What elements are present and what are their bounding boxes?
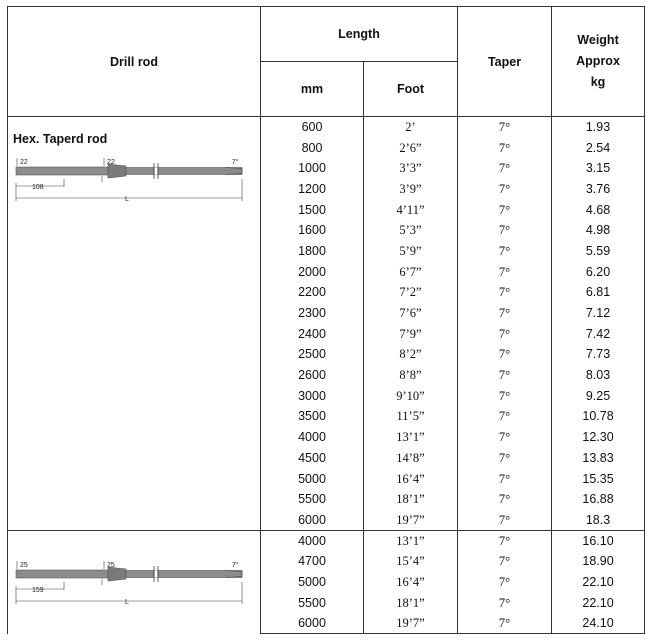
weight-cell: 15.35 [552, 468, 645, 489]
taper-header: Taper [458, 7, 552, 117]
weight-cell: 3.76 [552, 179, 645, 200]
foot-cell: 5’3” [364, 220, 458, 241]
foot-cell: 8’2” [364, 344, 458, 365]
foot-cell: 15’4” [364, 551, 458, 572]
drawing-taper-label: 7° [232, 159, 239, 166]
mm-cell: 2600 [261, 365, 364, 386]
mm-cell: 1200 [261, 179, 364, 200]
rod-dim-labels [20, 158, 239, 203]
weight-cell: 8.03 [552, 365, 645, 386]
taper-cell: 7° [458, 489, 552, 510]
foot-cell: 9’10” [364, 385, 458, 406]
mm-cell: 2400 [261, 323, 364, 344]
shank-length-label: 108 [32, 184, 44, 191]
weight-cell: 5.59 [552, 241, 645, 262]
shank-length-label: 159 [32, 587, 44, 595]
rod-image-cell [8, 117, 261, 531]
mm-cell: 5000 [261, 572, 364, 593]
drawing-taper-label: 7° [232, 562, 239, 570]
taper-cell: 7° [458, 385, 552, 406]
foot-cell: 6’7” [364, 261, 458, 282]
rod-drawing [12, 558, 248, 608]
foot-cell: 3’9” [364, 179, 458, 200]
weight-cell: 3.15 [552, 158, 645, 179]
taper-cell: 7° [458, 261, 552, 282]
foot-cell: 4’11” [364, 199, 458, 220]
weight-cell: 7.42 [552, 323, 645, 344]
taper-cell: 7° [458, 179, 552, 200]
weight-header-line1: Weight [577, 33, 619, 47]
taper-cell: 7° [458, 551, 552, 572]
mm-cell: 800 [261, 137, 364, 158]
foot-header: Foot [364, 62, 458, 117]
foot-cell: 2’6” [364, 137, 458, 158]
taper-cell: 7° [458, 468, 552, 489]
shank-size-label: 22 [20, 159, 28, 166]
taper-cell: 7° [458, 282, 552, 303]
body-size-label: 25 [107, 562, 115, 570]
weight-cell: 4.98 [552, 220, 645, 241]
weight-cell: 22.10 [552, 572, 645, 593]
weight-cell: 2.54 [552, 137, 645, 158]
taper-cell: 7° [458, 199, 552, 220]
table-row [8, 117, 645, 138]
taper-cell: 7° [458, 572, 552, 593]
weight-header [552, 7, 645, 117]
mm-cell: 4000 [261, 427, 364, 448]
weight-header-line3: kg [590, 75, 606, 89]
body-size-label: 22 [107, 159, 115, 166]
foot-cell: 16’4” [364, 468, 458, 489]
weight-cell: 10.78 [552, 406, 645, 427]
foot-cell: 2’ [364, 117, 458, 138]
table-row [8, 530, 645, 551]
drill-rod-header: Drill rod [8, 7, 261, 117]
rod-image-cell [8, 530, 261, 633]
mm-cell: 3500 [261, 406, 364, 427]
foot-cell: 18’1” [364, 489, 458, 510]
drill-rod-spec-table [7, 6, 645, 634]
mm-cell: 3000 [261, 385, 364, 406]
mm-cell: 1800 [261, 241, 364, 262]
length-label: L [125, 599, 129, 607]
taper-cell: 7° [458, 241, 552, 262]
weight-header-line2: Approx [576, 54, 620, 68]
mm-cell: 5000 [261, 468, 364, 489]
weight-cell: 6.81 [552, 282, 645, 303]
taper-cell: 7° [458, 323, 552, 344]
foot-cell: 16’4” [364, 572, 458, 593]
mm-cell: 6000 [261, 613, 364, 634]
weight-cell: 7.12 [552, 303, 645, 324]
taper-cell: 7° [458, 448, 552, 469]
foot-cell: 13’1” [364, 530, 458, 551]
taper-cell: 7° [458, 510, 552, 531]
weight-cell: 12.30 [552, 427, 645, 448]
taper-cell: 7° [458, 303, 552, 324]
mm-cell: 1600 [261, 220, 364, 241]
taper-cell: 7° [458, 365, 552, 386]
foot-cell: 7’9” [364, 323, 458, 344]
foot-cell: 3’3” [364, 158, 458, 179]
length-header: Length [261, 7, 458, 62]
taper-cell: 7° [458, 406, 552, 427]
weight-cell: 4.68 [552, 199, 645, 220]
rod-drawing [12, 155, 248, 205]
taper-cell: 7° [458, 137, 552, 158]
mm-cell: 1500 [261, 199, 364, 220]
foot-cell: 7’2” [364, 282, 458, 303]
mm-header: mm [261, 62, 364, 117]
foot-cell: 7’6” [364, 303, 458, 324]
rod-dim-labels [20, 561, 239, 606]
weight-cell: 18.3 [552, 510, 645, 531]
weight-cell: 16.88 [552, 489, 645, 510]
weight-cell: 1.93 [552, 117, 645, 138]
weight-cell: 7.73 [552, 344, 645, 365]
foot-cell: 11’5” [364, 406, 458, 427]
mm-cell: 2500 [261, 344, 364, 365]
mm-cell: 4700 [261, 551, 364, 572]
taper-cell: 7° [458, 530, 552, 551]
taper-cell: 7° [458, 158, 552, 179]
taper-cell: 7° [458, 613, 552, 634]
mm-cell: 4000 [261, 530, 364, 551]
weight-cell: 22.10 [552, 592, 645, 613]
taper-cell: 7° [458, 427, 552, 448]
mm-cell: 600 [261, 117, 364, 138]
weight-cell: 16.10 [552, 530, 645, 551]
taper-cell: 7° [458, 220, 552, 241]
foot-cell: 19’7” [364, 613, 458, 634]
mm-cell: 2300 [261, 303, 364, 324]
taper-cell: 7° [458, 592, 552, 613]
mm-cell: 2000 [261, 261, 364, 282]
rod-title: Hex. Taperd rod [13, 132, 108, 146]
weight-cell: 18.90 [552, 551, 645, 572]
weight-cell: 24.10 [552, 613, 645, 634]
taper-cell: 7° [458, 117, 552, 138]
foot-cell: 13’1” [364, 427, 458, 448]
mm-cell: 2200 [261, 282, 364, 303]
mm-cell: 1000 [261, 158, 364, 179]
mm-cell: 6000 [261, 510, 364, 531]
mm-cell: 5500 [261, 592, 364, 613]
foot-cell: 5’9” [364, 241, 458, 262]
weight-cell: 13.83 [552, 448, 645, 469]
mm-cell: 4500 [261, 448, 364, 469]
length-label: L [125, 196, 129, 203]
foot-cell: 18’1” [364, 592, 458, 613]
foot-cell: 8’8” [364, 365, 458, 386]
mm-cell: 5500 [261, 489, 364, 510]
shank-size-label: 25 [20, 562, 28, 570]
foot-cell: 14’8” [364, 448, 458, 469]
weight-cell: 6.20 [552, 261, 645, 282]
taper-cell: 7° [458, 344, 552, 365]
weight-cell: 9.25 [552, 385, 645, 406]
foot-cell: 19’7” [364, 510, 458, 531]
